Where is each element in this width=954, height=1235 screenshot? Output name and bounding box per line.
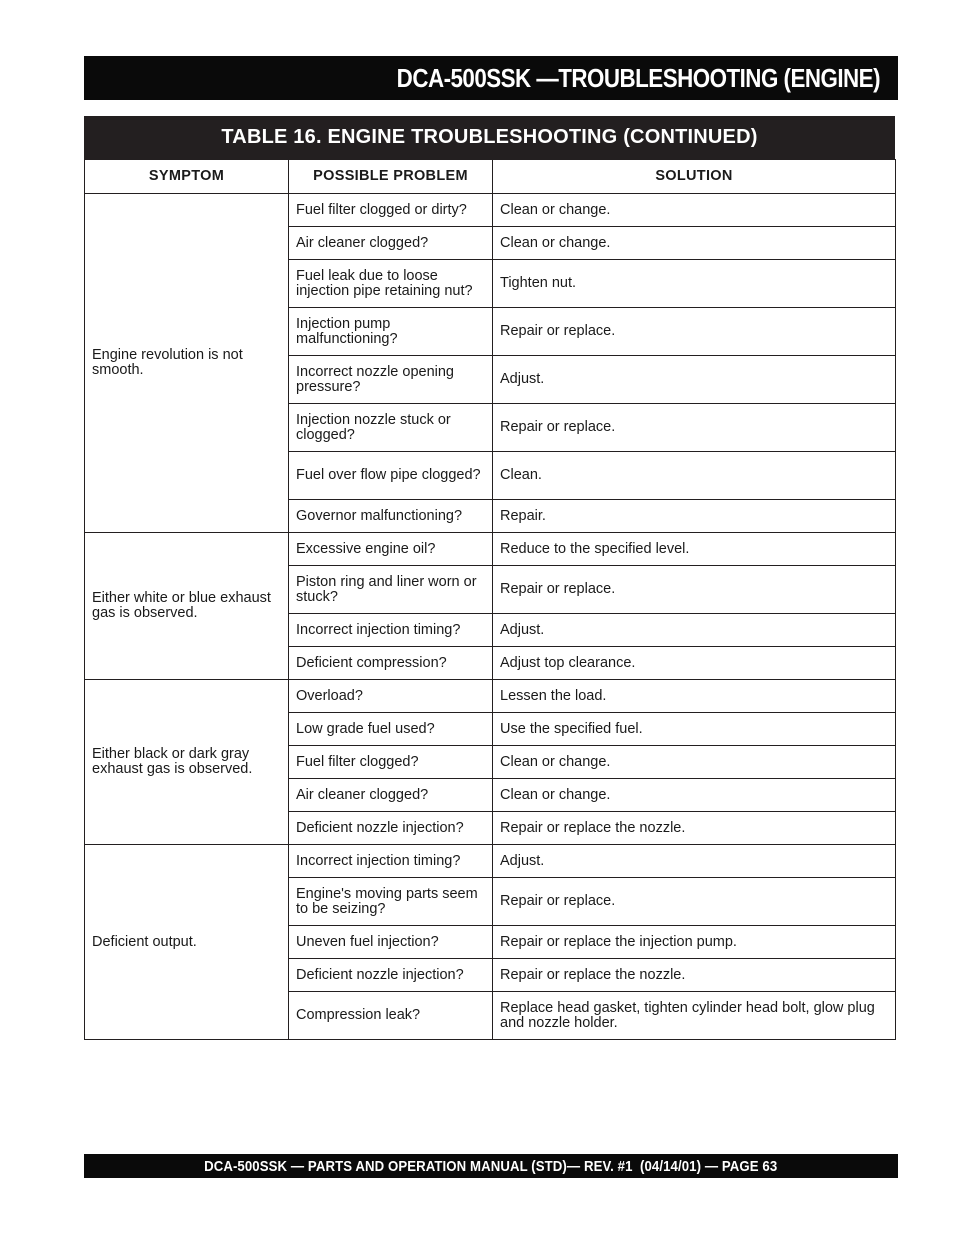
table-row [85,680,896,713]
solution-cell: Clean or change. [493,779,896,812]
problem-cell: Excessive engine oil? [289,533,493,566]
symptom-cell: Either black or dark gray exhaust gas is observed. [85,680,289,845]
solution-cell: Repair or replace the nozzle. [493,959,896,992]
solution-cell: Adjust. [493,614,896,647]
problem-cell: Compression leak? [289,992,493,1040]
solution-cell: Repair or replace. [493,404,896,452]
problem-cell: Piston ring and liner worn or stuck? [289,566,493,614]
problem-cell: Air cleaner clogged? [289,779,493,812]
table-body [85,194,896,1040]
problem-cell: Uneven fuel injection? [289,926,493,959]
page-footer [84,1154,898,1178]
problem-cell: Incorrect nozzle opening pressure? [289,356,493,404]
problem-cell: Fuel leak due to loose injection pipe retaining nut? [289,260,493,308]
symptom-cell: Engine revolution is not smooth. [85,194,289,533]
problem-cell: Injection pump malfunctioning? [289,308,493,356]
solution-cell: Repair or replace. [493,878,896,926]
solution-cell: Replace head gasket, tighten cylinder head bolt, glow plug and nozzle holder. [493,992,896,1040]
problem-cell: Incorrect injection timing? [289,845,493,878]
solution-cell: Clean or change. [493,227,896,260]
solution-cell: Repair or replace. [493,308,896,356]
problem-cell: Low grade fuel used? [289,713,493,746]
problem-cell: Engine's moving parts seem to be seizing? [289,878,493,926]
solution-cell: Clean or change. [493,194,896,227]
solution-cell: Use the specified fuel. [493,713,896,746]
solution-cell: Repair or replace the injection pump. [493,926,896,959]
solution-cell: Adjust. [493,845,896,878]
solution-cell: Lessen the load. [493,680,896,713]
problem-cell: Fuel filter clogged? [289,746,493,779]
problem-cell: Deficient nozzle injection? [289,812,493,845]
solution-cell: Adjust top clearance. [493,647,896,680]
column-header-symptom: SYMPTOM [85,160,289,194]
problem-cell: Governor malfunctioning? [289,500,493,533]
column-header-problem: POSSIBLE PROBLEM [289,160,493,194]
problem-cell: Air cleaner clogged? [289,227,493,260]
solution-cell: Clean or change. [493,746,896,779]
troubleshooting-table [84,159,896,1040]
solution-cell: Adjust. [493,356,896,404]
column-header-solution: SOLUTION [493,160,896,194]
table-caption: TABLE 16. ENGINE TROUBLESHOOTING (CONTINUED) [84,116,895,159]
table-row [85,533,896,566]
symptom-cell: Deficient output. [85,845,289,1040]
problem-cell: Fuel over flow pipe clogged? [289,452,493,500]
solution-cell: Reduce to the specified level. [493,533,896,566]
solution-cell: Repair. [493,500,896,533]
solution-cell: Repair or replace the nozzle. [493,812,896,845]
solution-cell: Clean. [493,452,896,500]
solution-cell: Repair or replace. [493,566,896,614]
problem-cell: Injection nozzle stuck or clogged? [289,404,493,452]
footer-text: DCA-500SSK — PARTS AND OPERATION MANUAL (STD)— REV. #1 (04/14/01) — PAGE 63 [204,1157,778,1175]
problem-cell: Fuel filter clogged or dirty? [289,194,493,227]
table-row [85,845,896,878]
troubleshooting-table-container [84,116,895,1040]
problem-cell: Overload? [289,680,493,713]
table-row [85,194,896,227]
page-title: DCA-500SSK —TROUBLESHOOTING (ENGINE) [396,62,880,93]
problem-cell: Incorrect injection timing? [289,614,493,647]
page-header [84,56,898,100]
symptom-cell: Either white or blue exhaust gas is observed. [85,533,289,680]
problem-cell: Deficient nozzle injection? [289,959,493,992]
problem-cell: Deficient compression? [289,647,493,680]
table-header-row [85,160,896,194]
solution-cell: Tighten nut. [493,260,896,308]
